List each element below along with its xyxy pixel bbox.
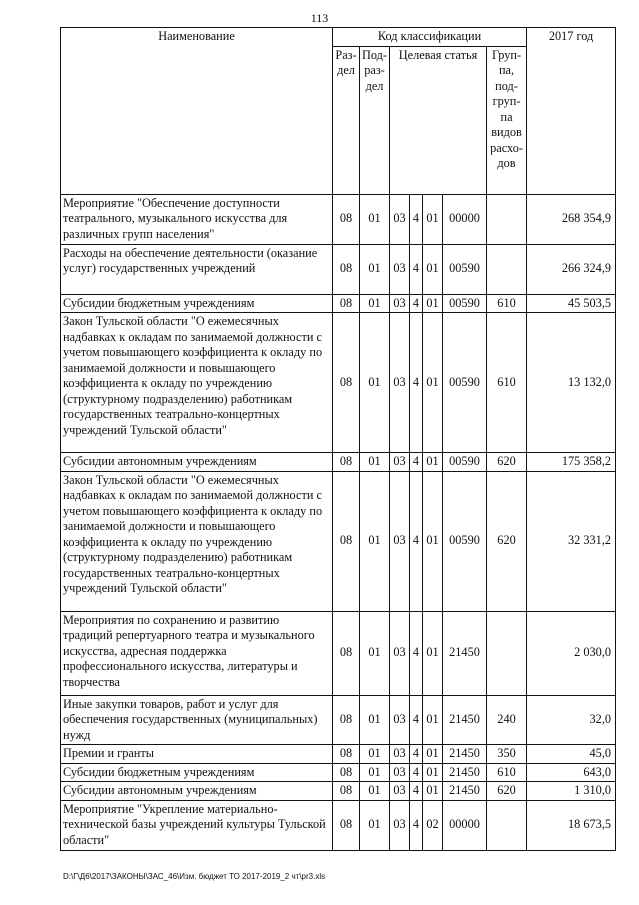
cell-name: Мероприятие "Укрепление материально-технической базы учреждений культуры Тульской области" <box>61 800 333 850</box>
cell-target-direction: 00590 <box>443 244 487 294</box>
cell-razdel: 08 <box>333 453 360 472</box>
cell-amount: 643,0 <box>527 763 616 782</box>
cell-name: Мероприятие "Обеспечение доступности театрального, музыкального искусства для различных групп населения" <box>61 194 333 244</box>
cell-amount: 2 030,0 <box>527 611 616 695</box>
table-row <box>61 763 616 782</box>
cell-amount: 1 310,0 <box>527 782 616 801</box>
cell-target-type: 4 <box>410 695 423 745</box>
table-row <box>61 244 616 294</box>
cell-target-program: 03 <box>390 695 410 745</box>
cell-target-event: 01 <box>423 194 443 244</box>
cell-podrazdel: 01 <box>360 782 390 801</box>
cell-podrazdel: 01 <box>360 800 390 850</box>
header-code-group: Код классификации <box>333 28 527 47</box>
cell-target-direction: 00000 <box>443 800 487 850</box>
cell-expense-type <box>487 611 527 695</box>
table-row <box>61 695 616 745</box>
cell-amount: 268 354,9 <box>527 194 616 244</box>
cell-amount: 18 673,5 <box>527 800 616 850</box>
cell-podrazdel: 01 <box>360 471 390 611</box>
cell-expense-type: 240 <box>487 695 527 745</box>
cell-target-program: 03 <box>390 244 410 294</box>
cell-expense-type: 610 <box>487 763 527 782</box>
cell-podrazdel: 01 <box>360 194 390 244</box>
cell-target-event: 01 <box>423 745 443 764</box>
cell-target-direction: 21450 <box>443 611 487 695</box>
cell-target-program: 03 <box>390 763 410 782</box>
cell-podrazdel: 01 <box>360 313 390 453</box>
cell-podrazdel: 01 <box>360 244 390 294</box>
cell-target-type: 4 <box>410 194 423 244</box>
cell-target-direction: 00590 <box>443 313 487 453</box>
cell-podrazdel: 01 <box>360 695 390 745</box>
cell-razdel: 08 <box>333 782 360 801</box>
cell-amount: 32 331,2 <box>527 471 616 611</box>
cell-razdel: 08 <box>333 244 360 294</box>
cell-target-event: 01 <box>423 313 443 453</box>
header-name: Наименование <box>61 28 333 195</box>
cell-name: Расходы на обеспечение деятельности (оказание услуг) государственных учреждений <box>61 244 333 294</box>
cell-target-event: 01 <box>423 611 443 695</box>
header-target-article: Целевая статья <box>390 46 487 194</box>
page-number: 113 <box>310 11 329 25</box>
cell-podrazdel: 01 <box>360 763 390 782</box>
cell-razdel: 08 <box>333 313 360 453</box>
cell-target-type: 4 <box>410 294 423 313</box>
cell-target-event: 01 <box>423 763 443 782</box>
table-row <box>61 294 616 313</box>
cell-expense-type: 620 <box>487 453 527 472</box>
cell-expense-type: 620 <box>487 782 527 801</box>
cell-target-event: 01 <box>423 782 443 801</box>
cell-target-type: 4 <box>410 800 423 850</box>
cell-amount: 45 503,5 <box>527 294 616 313</box>
table-row <box>61 313 616 453</box>
cell-expense-type: 620 <box>487 471 527 611</box>
cell-razdel: 08 <box>333 294 360 313</box>
cell-name: Мероприятия по сохранению и развитию традиций репертуарного театра и музыкального искусства, адресная поддержка профессионального искусства, литературы и творчества <box>61 611 333 695</box>
cell-target-event: 01 <box>423 695 443 745</box>
cell-amount: 13 132,0 <box>527 313 616 453</box>
cell-name: Премии и гранты <box>61 745 333 764</box>
cell-target-type: 4 <box>410 763 423 782</box>
cell-name: Субсидии автономным учреждениям <box>61 782 333 801</box>
cell-target-event: 01 <box>423 244 443 294</box>
cell-razdel: 08 <box>333 611 360 695</box>
cell-expense-type: 610 <box>487 313 527 453</box>
cell-name: Закон Тульской области "О ежемесячных надбавках к окладам по занимаемой должности с учетом повышающего коэффициента к окладу по занимаемой должности и повышающего коэффициента к окладу по учреждению (структурному подразделению) работникам государственных театрально-концертных учреждений Тульской области" <box>61 313 333 453</box>
cell-target-program: 03 <box>390 194 410 244</box>
table-row <box>61 471 616 611</box>
header-section: Раз- дел <box>333 46 360 194</box>
cell-razdel: 08 <box>333 763 360 782</box>
cell-target-direction: 00590 <box>443 294 487 313</box>
cell-expense-type <box>487 244 527 294</box>
cell-podrazdel: 01 <box>360 745 390 764</box>
cell-expense-type: 350 <box>487 745 527 764</box>
budget-table <box>60 27 616 851</box>
cell-target-program: 03 <box>390 782 410 801</box>
footer-file-path: D:\Г\Д6\2017\ЗАКОНЫ\ЗАС_46\Изм. бюджет ТО 2017-2019_2 чт\pr3.xls <box>63 872 326 881</box>
table-row <box>61 800 616 850</box>
table-row <box>61 453 616 472</box>
cell-name: Субсидии бюджетным учреждениям <box>61 763 333 782</box>
cell-target-event: 01 <box>423 453 443 472</box>
cell-target-type: 4 <box>410 745 423 764</box>
cell-target-program: 03 <box>390 453 410 472</box>
cell-target-direction: 21450 <box>443 695 487 745</box>
cell-target-direction: 00590 <box>443 471 487 611</box>
table-row <box>61 194 616 244</box>
cell-target-type: 4 <box>410 244 423 294</box>
cell-target-program: 03 <box>390 471 410 611</box>
cell-target-direction: 21450 <box>443 745 487 764</box>
cell-target-program: 03 <box>390 800 410 850</box>
cell-target-direction: 21450 <box>443 763 487 782</box>
cell-target-program: 03 <box>390 294 410 313</box>
cell-podrazdel: 01 <box>360 294 390 313</box>
cell-target-type: 4 <box>410 453 423 472</box>
cell-razdel: 08 <box>333 745 360 764</box>
cell-name: Закон Тульской области "О ежемесячных надбавках к окладам по занимаемой должности с учетом повышающего коэффициента к окладу по занимаемой должности и повышающего коэффициента к окладу по учреждению (структурному подразделению) работникам государственных театрально-концертных учреждений Тульской области" <box>61 471 333 611</box>
cell-amount: 175 358,2 <box>527 453 616 472</box>
table-row <box>61 782 616 801</box>
cell-target-event: 01 <box>423 471 443 611</box>
table-row <box>61 611 616 695</box>
header-year: 2017 год <box>527 28 616 195</box>
cell-amount: 45,0 <box>527 745 616 764</box>
header-subsection: Под- раз- дел <box>360 46 390 194</box>
cell-razdel: 08 <box>333 471 360 611</box>
cell-razdel: 08 <box>333 695 360 745</box>
cell-target-direction: 00000 <box>443 194 487 244</box>
cell-amount: 32,0 <box>527 695 616 745</box>
cell-name: Иные закупки товаров, работ и услуг для обеспечения государственных (муниципальных) нужд <box>61 695 333 745</box>
header-row-top <box>61 28 616 47</box>
cell-target-direction: 21450 <box>443 782 487 801</box>
cell-target-type: 4 <box>410 611 423 695</box>
cell-expense-type <box>487 194 527 244</box>
cell-target-event: 02 <box>423 800 443 850</box>
cell-target-type: 4 <box>410 471 423 611</box>
cell-target-type: 4 <box>410 782 423 801</box>
cell-target-program: 03 <box>390 745 410 764</box>
cell-podrazdel: 01 <box>360 453 390 472</box>
cell-target-event: 01 <box>423 294 443 313</box>
cell-razdel: 08 <box>333 194 360 244</box>
cell-name: Субсидии бюджетным учреждениям <box>61 294 333 313</box>
cell-name: Субсидии автономным учреждениям <box>61 453 333 472</box>
table-row <box>61 745 616 764</box>
cell-target-program: 03 <box>390 611 410 695</box>
cell-podrazdel: 01 <box>360 611 390 695</box>
cell-target-program: 03 <box>390 313 410 453</box>
header-expense-group: Груп- па, под- груп- па видов расхо- дов <box>487 46 527 194</box>
cell-target-direction: 00590 <box>443 453 487 472</box>
cell-razdel: 08 <box>333 800 360 850</box>
cell-target-type: 4 <box>410 313 423 453</box>
cell-expense-type <box>487 800 527 850</box>
cell-amount: 266 324,9 <box>527 244 616 294</box>
cell-expense-type: 610 <box>487 294 527 313</box>
